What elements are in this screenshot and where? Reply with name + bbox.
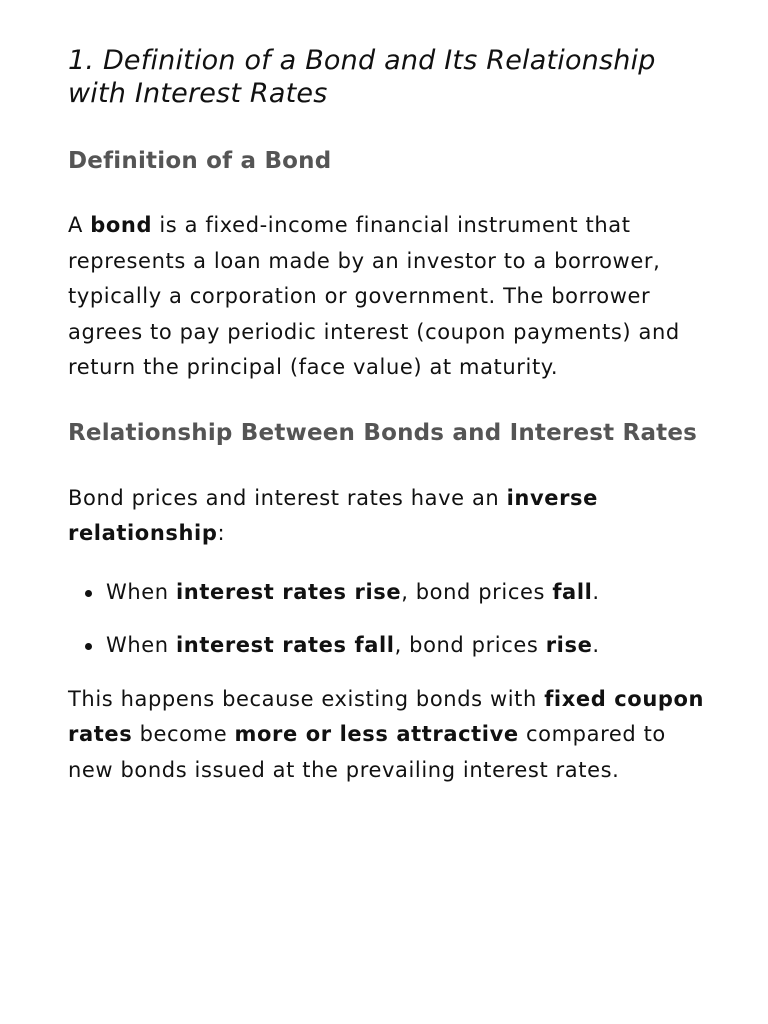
text: , bond prices <box>394 633 546 657</box>
bullet-list <box>68 575 718 664</box>
text: Bond prices and interest rates have an <box>68 485 507 510</box>
paragraph-bond-definition <box>68 208 718 386</box>
text: compared to new bonds issued at the prevailing interest rates. <box>68 722 666 782</box>
text: A <box>68 213 91 237</box>
page-title: 1. Definition of a Bond and Its Relationship with Interest Rates <box>68 45 656 109</box>
bold-text: fall <box>552 579 593 604</box>
text: When <box>106 633 176 657</box>
section-heading-relationship: Relationship Between Bonds and Interest Rates <box>68 419 698 446</box>
text: : <box>217 521 226 545</box>
text: become <box>132 722 235 746</box>
text: This happens because existing bonds with <box>68 686 545 711</box>
paragraph-explanation <box>68 682 718 789</box>
list-item <box>68 628 718 664</box>
bold-text: interest rates rise <box>175 579 402 604</box>
bullet-icon <box>85 590 92 597</box>
text: , bond prices <box>401 579 553 604</box>
text: . <box>592 633 600 657</box>
document-page <box>68 44 718 788</box>
bold-text: more or less attractive <box>234 722 519 746</box>
bold-text: interest rates fall <box>175 633 395 657</box>
text: is a fixed-income financial instrument that represents a loan made by an investor to a borrower, typically a corporation or government. The borrower agrees to pay periodic interest (coupon payments) and return the principal (face value) at maturity. <box>68 213 680 379</box>
paragraph-inverse-relationship <box>68 481 718 552</box>
bold-term-bond: bond <box>90 213 153 237</box>
text: . <box>592 579 600 604</box>
section-heading-definition: Definition of a Bond <box>68 148 332 174</box>
bullet-icon <box>85 643 92 650</box>
list-item <box>68 575 718 611</box>
bold-term-inverse-relationship: inverse relationship <box>68 485 598 545</box>
bold-text: rise <box>545 633 593 657</box>
bold-text: fixed coupon rates <box>68 686 705 746</box>
text: When <box>106 579 176 604</box>
